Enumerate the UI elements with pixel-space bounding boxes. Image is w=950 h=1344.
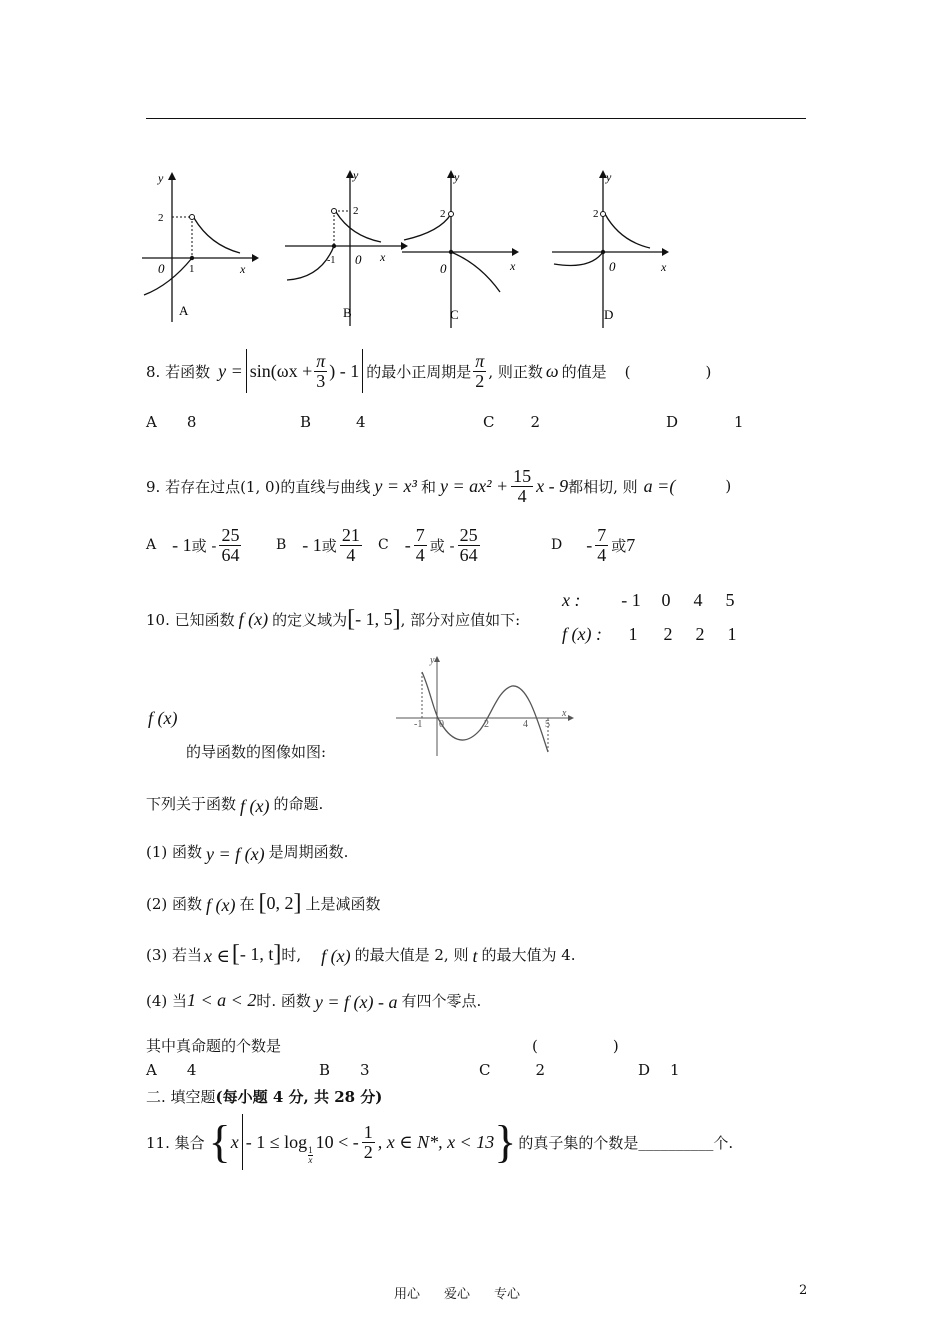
q9-prefix: 9. 若存在过点(1, 0)的直线与曲线 [146,477,371,496]
section-2-heading [146,1086,382,1107]
q9-and: 和 [420,477,436,496]
graph-d-x: x [661,260,667,274]
graph-d-y: y [606,170,612,184]
q8-frac-pi2: $\frac{\pi}{2}$ [475,350,485,391]
graph-b-y: y [353,168,359,182]
q8-mid2: , 则正数 [488,362,543,381]
q8-end: 的值是 [561,362,607,381]
q10-domain: - 1, 5 [355,608,393,629]
graph-c-y: y [454,170,460,184]
q9-option-a: A - 1 或 - $\frac{25}{64}$ [146,524,240,565]
graph-b-label: B [343,305,352,320]
q10-table-x-row: x : - 1 0 4 5 [562,590,735,610]
graph-a-label: A [179,303,189,318]
q10-option-c: C 2 [479,1061,546,1079]
graph-a-origin: 0 [158,261,165,276]
graph-a-tick-x: 1 [189,263,195,275]
q8-option-d: D 1 [666,413,744,431]
q8-option-b: B 4 [300,413,366,431]
graph-a [140,170,260,330]
q10-prefix: 10. 已知函数 [146,610,235,629]
q10-domain-text: 的定义域为 [272,610,348,629]
q10-graph-x: x [562,708,567,719]
graph-a-tick-y: 2 [158,212,164,224]
q10-graph-fx: f (x) [148,708,178,728]
q10-intro: 下列关于函数 f (x) 的命题. [146,794,324,816]
q8-sin: sin(ωx + [249,360,313,381]
top-rule [146,118,806,119]
q10-graph-caption: 的导函数的图像如图: [186,743,327,761]
graph-c-x: x [510,259,516,273]
question-10: 10. 已知函数 f (x) 的定义域为 [ - 1, 5 ] , 部分对应值如下: [146,605,521,632]
q10-option-b: B 3 [319,1061,370,1079]
q9-paren-close: ) [725,477,732,495]
section-2-title: 二. 填空题 [146,1088,216,1106]
graph-c-label: C [450,307,459,322]
q10-graph-tick-4: 4 [523,719,528,730]
footer-slogan: 用心 爱心 专心 [394,1287,521,1302]
graph-d [550,166,675,330]
q10-option-d: D 1 [638,1061,680,1079]
q8-prefix: 8. 若函数 [146,362,211,381]
q9-option-d: D - $\frac{7}{4}$ 或 7 [551,524,636,565]
graph-d-label: D [604,307,614,322]
q10-graph-tick-5: 5 [545,719,550,730]
graph-b-origin: 0 [355,252,362,267]
q9-curve2a: y = ax² + [439,475,509,496]
q10-graph-y: y [430,655,435,666]
q8-omega: ω [545,360,559,381]
graph-b-x: x [380,250,386,264]
graph-b-tick-x: -1 [327,255,336,266]
graph-a-x: x [240,262,246,276]
q9-curve1: y = x³ [374,475,417,496]
section-2-note: (每小题 4 分, 共 28 分) [215,1088,383,1106]
q10-proposition-4: (4) 当 1 < a < 2 时. 函数 y = f (x) - a 有四个零点. [146,989,482,1012]
graph-c [400,166,525,330]
q10-derivative-graph [392,652,580,756]
q10-proposition-3: (3) 若当 x ∈ [ - 1, t ] 时, f (x) 的最大值是 2, 则 t 的最大值为 4. [146,940,576,967]
q8-option-a: A 8 [146,413,197,431]
q8-frac-pi3: $\frac{\pi}{3}$ [316,350,326,391]
q11-answer-blank[interactable]: __________ [638,1133,714,1151]
q9-frac: $\frac{15}{4}$ [513,465,532,506]
question-11: 11. 集合 { x - 1 ≤ log 1 x 10 < - $\frac{1}{2}$ , x ∈ N*, x < 13 } 的真子集的个数是 __________ 个. [146,1110,733,1174]
q8-y: y = [218,360,243,381]
q9-a-eq: a =( [643,475,676,496]
graph-a-y: y [158,171,164,185]
q9-option-b: B - 1 或 $\frac{21}{4}$ [276,524,360,565]
q10-proposition-2: (2) 函数 f (x) 在 [ 0, 2 ] 上是减函数 [146,889,381,916]
q8-paren: ( ) [624,362,712,381]
graph-c-origin: 0 [440,261,447,276]
q10-proposition-1: (1) 函数 y = f (x) 是周期函数. [146,842,349,864]
q10-graph-tick-m1: -1 [414,719,423,730]
q10-fx: f (x) [238,608,269,629]
q10-graph-tick-2: 2 [484,719,489,730]
q8-mid: 的最小正周期是 [366,362,472,381]
q8-close: ) - 1 [329,360,360,381]
graph-b [283,166,413,330]
q10-paren: ( ) [532,1037,619,1055]
q10-table-f-row: f (x) : 1 2 2 1 [562,624,737,644]
q10-count-question: 其中真命题的个数是 [146,1037,282,1055]
question-8 [146,346,711,396]
graph-b-tick-y: 2 [353,205,359,217]
question-9 [146,462,731,510]
q10-graph-tick-0: 0 [439,719,444,730]
q10-table-intro: , 部分对应值如下: [400,610,521,629]
page-number: 2 [799,1283,808,1298]
q10-option-a: A 4 [146,1061,197,1079]
q9-end: 都相切, 则 [568,477,638,496]
q9-curve2b: x - 9 [536,475,569,496]
graph-c-tick-y: 2 [440,208,446,220]
q9-option-c: C - $\frac{7}{4}$ 或 - $\frac{25}{64}$ [378,524,478,565]
q8-option-c: C 2 [483,413,541,431]
graph-d-origin: 0 [609,259,616,274]
graph-d-tick-y: 2 [593,208,599,220]
